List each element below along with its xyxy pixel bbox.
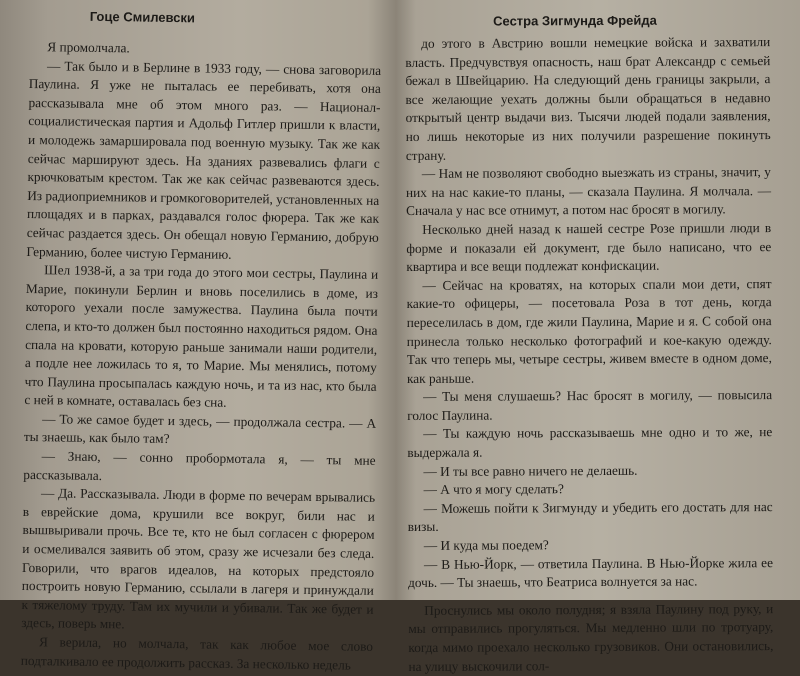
paragraph: — И ты все равно ничего не делаешь. xyxy=(423,462,638,479)
paragraph: до этого в Австрию вошли немецкие войска и захватили власть. Предчувствуя опасность, наш брат Александр с семьей бежал в Швейцарию. На следующий день границы закрыли, а все желающие уехать должны были обращаться в недавно открытый центр выдачи виз. Тысячи людей подали заявления, но лишь некоторые из них получили разрешение покинуть страну. xyxy=(405,34,771,163)
paragraph: — И куда мы поедем? xyxy=(423,537,549,553)
paragraph: — Сейчас на кроватях, на которых спали мои дети, спят какие-то офицеры, — посетовала Роза в тот день, когда переселилась в дом, где жили Паулина, Марие и я. С собой она принесла только несколько фотографий и кое-какую одежду. Так что теперь мы, четыре сестры, живем вместе в одном доме, как раньше. xyxy=(406,275,772,386)
paragraph: — Так было и в Берлине в 1933 году, — снова заговорила Паулина. Я уже не пыталась ее перебивать, хотя она рассказывала мне об этом много раз. — Национал-социалистическая партия и Адольф Гитлер пришли к власти, и молодежь замаршировала под военную музыку. Так же как сейчас маршируют здесь. На зданиях развевались флаги с крючковатым крестом. Так же как сейчас развеваются здесь. Из радиоприемников и громкоговорителей, установленных на площадях и в парках, раздавался голос фюрера. Так же как сейчас раздается здесь. Он обещал новую Германию, добрую Германию, более чистую Германию. xyxy=(26,57,382,262)
paragraph: — Знаю, — сонно пробормотала я, — ты мне рассказывала. xyxy=(23,448,376,483)
paragraph: Шел 1938-й, а за три года до этого мои сестры, Паулина и Марие, покинули Берлин и вновь поселились в доме, из которого уехали после замужества. Паулина была почти слепа, и кто-то должен был постоянно находиться рядом. Она спала на кровати, которую раньше занимали наши родители, а подле нее ложилась то я, то Марие. Мы менялись, потому что Паулина просыпалась каждую ночь, и та из нас, кто была с ней в комнате, оставалась без сна. xyxy=(24,262,379,411)
paragraph: — В Нью-Йорк, — ответила Паулина. В Нью-Йорке жила ее дочь. — Ты знаешь, что Беатриса волнуется за нас. xyxy=(408,554,773,591)
left-page-text xyxy=(21,38,382,675)
paragraph: — То же самое будет и здесь, — продолжала сестра. — А ты знаешь, как было там? xyxy=(23,411,377,447)
paragraph: — Можешь пойти к Зигмунду и убедить его достать для нас визы. xyxy=(407,498,773,535)
paragraph: Несколько дней назад к нашей сестре Розе пришли люди в форме и показали ей документ, где было написано, что ее квартира и все вещи подлежат конфискации. xyxy=(406,220,772,275)
left-page xyxy=(20,0,382,673)
right-running-head: Сестра Зигмунда Фрейда xyxy=(493,12,657,29)
paragraph: Я верила, но молчала, так как любое мое слово подталкивало ее продолжить рассказ. За несколько недель xyxy=(20,634,374,673)
paragraph: Я промолчала. xyxy=(47,39,130,56)
right-page-text xyxy=(405,33,773,676)
paragraph: — Нам не позволяют свободно выезжать из страны, значит, у них на нас какие-то планы, — сказала Паулина. Я молчала. — Сначала у нас все отнимут, а потом нас бросят в могилу. xyxy=(405,164,772,219)
right-page xyxy=(405,0,774,674)
paragraph: — Ты меня слушаешь? Нас бросят в могилу, — повысила голос Паулина. xyxy=(407,387,773,423)
paragraph: — Ты каждую ночь рассказываешь мне одно и то же, не выдержала я. xyxy=(407,424,773,461)
paragraph: — Да. Рассказывала. Люди в форме по вечерам врывались в еврейские дома, крушили все вокруг, били нас и вышвыривали прочь. Все те, кто не был согласен с фюрером и осмеливался заявить об этом, сразу же исчезали без следа. Говорили, что врагов идеалов, на которых предстояло построить новую Германию, ссылали в лагеря и принуждали к тяжелому труду. Там их мучили и убивали. Так же будет и здесь, поверь мне. xyxy=(21,485,376,632)
paragraph: — А что я могу сделать? xyxy=(423,481,564,498)
left-running-head: Гоце Смилевски xyxy=(89,8,196,26)
paragraph: Проснулись мы около полудня; я взяла Паулину под руку, и мы отправились прогуляться. Мы медленно шли по тротуару, когда мимо проехало несколько грузовиков. Они остановились, на улицу выскочили сол- xyxy=(408,600,774,674)
